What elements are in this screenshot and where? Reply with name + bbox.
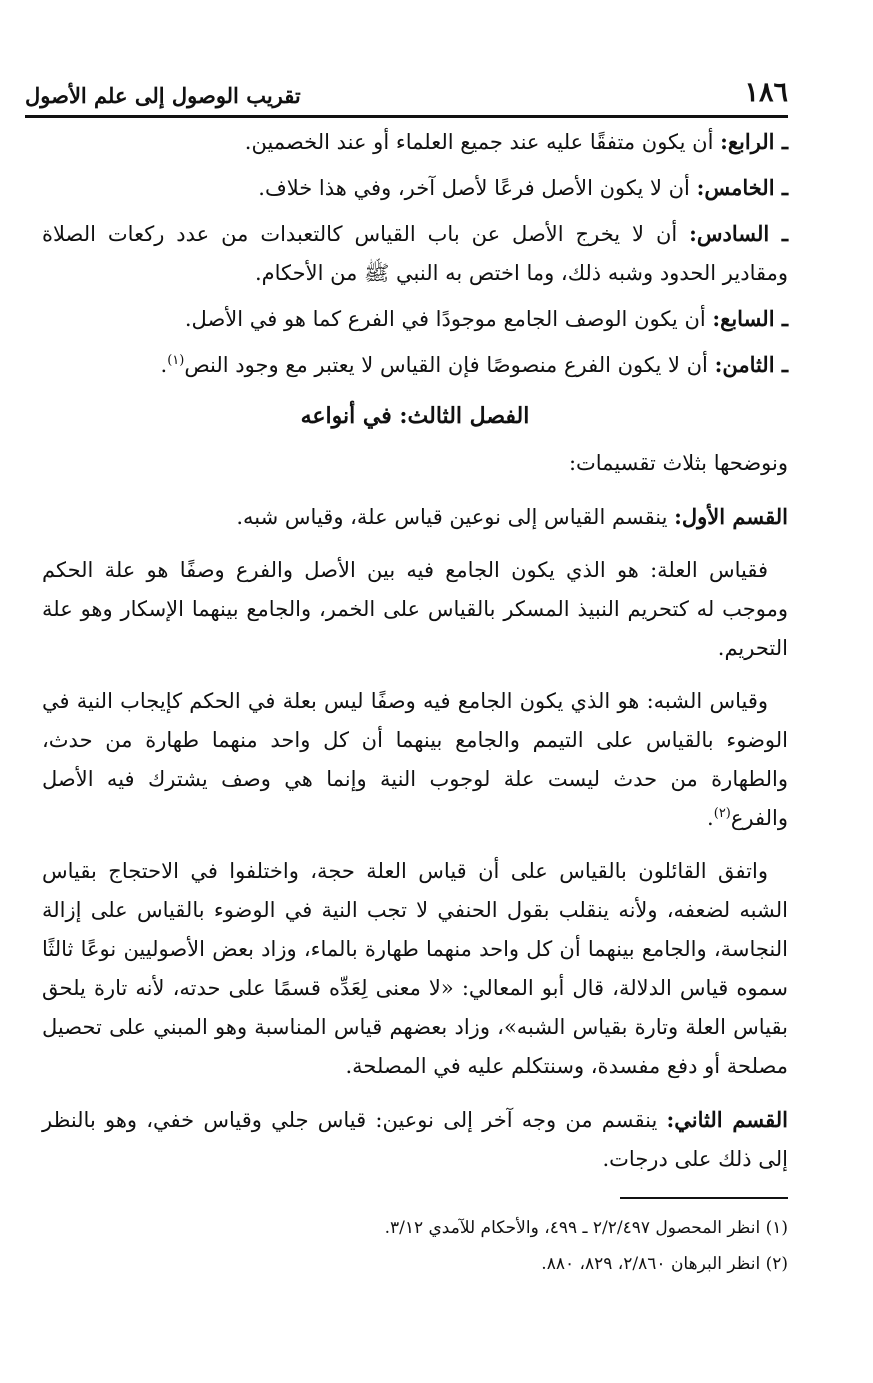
- division-text: ينقسم من وجه آخر إلى نوعين: قياس جلي وقياس خفي، وهو بالنظر إلى ذلك على درجات.: [42, 1108, 788, 1171]
- division-second: [42, 1100, 788, 1179]
- paragraph-text: وقياس الشبه: هو الذي يكون الجامع فيه وصفًا ليس بعلة في الحكم كإيجاب النية في الوضوء بالقياس على التيمم والجامع بينهما أن كل واحد منهما طهارة من حدث، والطهارة من حدث ليست علة لوجوب النية وإنما هي وصف يشترك فيه الأصل والفرع: [42, 689, 788, 830]
- chapter-heading: الفصل الثالث: في أنواعه: [300, 403, 530, 429]
- header-rule: [25, 115, 788, 118]
- condition-item-6: [42, 214, 788, 293]
- division-label: القسم الأول:: [674, 504, 788, 529]
- condition-label: ـ السابع:: [712, 306, 788, 331]
- paragraph-qiyas-shabah: [42, 682, 788, 838]
- division-label: القسم الثاني:: [666, 1107, 788, 1132]
- main-text: [42, 122, 788, 1193]
- division-text: ينقسم القياس إلى نوعين قياس علة، وقياس شبه.: [236, 505, 675, 529]
- intro-line: ونوضحها بثلاث تقسيمات:: [568, 451, 788, 475]
- condition-text: أن لا يخرج الأصل عن باب القياس كالتعبدات من عدد ركعات الصلاة ومقادير الحدود وشبه ذلك، وما اختص به النبي ﷺ من الأحكام.: [42, 222, 788, 285]
- page-header: [25, 68, 788, 108]
- running-title: تقريب الوصول إلى علم الأصول: [25, 83, 301, 108]
- condition-text: أن يكون متفقًا عليه عند جميع العلماء أو عند الخصمين.: [244, 130, 721, 154]
- condition-item-4: [42, 122, 788, 162]
- condition-item-7: [42, 299, 788, 339]
- division-first: [42, 497, 788, 537]
- footnote-1: (١) انظر المحصول ٢/٢/٤٩٧ ـ ٤٩٩، والأحكام للآمدي ٣/١٢.: [384, 1218, 788, 1238]
- sentence-end: .: [160, 353, 168, 377]
- page-number: ١٨٦: [744, 77, 788, 108]
- footnote-2: (٢) انظر البرهان ٢/٨٦٠، ٨٢٩، ٨٨٠.: [541, 1254, 788, 1274]
- condition-text: أن يكون الوصف الجامع موجودًا في الفرع كما هو في الأصل.: [184, 307, 713, 331]
- condition-item-8: [42, 345, 788, 385]
- footnote-ref-1[interactable]: (١): [167, 353, 185, 368]
- footnote-rule: [620, 1197, 788, 1199]
- condition-item-5: [42, 168, 788, 208]
- condition-label: ـ الخامس:: [696, 175, 788, 200]
- paragraph-qiyas-illa: فقياس العلة: هو الذي يكون الجامع فيه بين الأصل والفرع وصفًا هو علة الحكم وموجب له كتحريم النبيذ المسكر بالقياس على الخمر، والجامع بينهما الإسكار وهو علة التحريم.: [42, 558, 788, 660]
- sentence-end: .: [707, 806, 714, 830]
- condition-label: ـ الرابع:: [720, 129, 788, 154]
- condition-label: ـ الثامن:: [714, 352, 788, 377]
- condition-text: أن لا يكون الأصل فرعًا لأصل آخر، وفي هذا خلاف.: [258, 176, 697, 200]
- paragraph-agreement: واتفق القائلون بالقياس على أن قياس العلة حجة، واختلفوا في الاحتجاج بقياس الشبه لضعفه، ولأنه ينقلب بقول الحنفي لا تجب النية في الوضوء بالقياس على إزالة النجاسة، والجامع بينهما أن كل واحد منهما طهارة بالماء، وزاد بعض الأصوليين نوعًا ثالثًا سموه قياس الدلالة، قال أبو المعالي: «لا معنى لِعَدِّه قسمًا على حدته، لأنه تارة يلحق بقياس العلة وتارة بقياس الشبه»، وزاد بعضهم قياس المناسبة وهو المبني على تحصيل مصلحة أو دفع مفسدة، وسنتكلم عليه في المصلحة.: [42, 859, 788, 1078]
- condition-text: أن لا يكون الفرع منصوصًا فإن القياس لا يعتبر مع وجود النص: [184, 353, 715, 377]
- footnote-ref-2[interactable]: (٢): [713, 806, 731, 821]
- condition-label: ـ السادس:: [689, 221, 788, 246]
- footnotes: [42, 1210, 788, 1282]
